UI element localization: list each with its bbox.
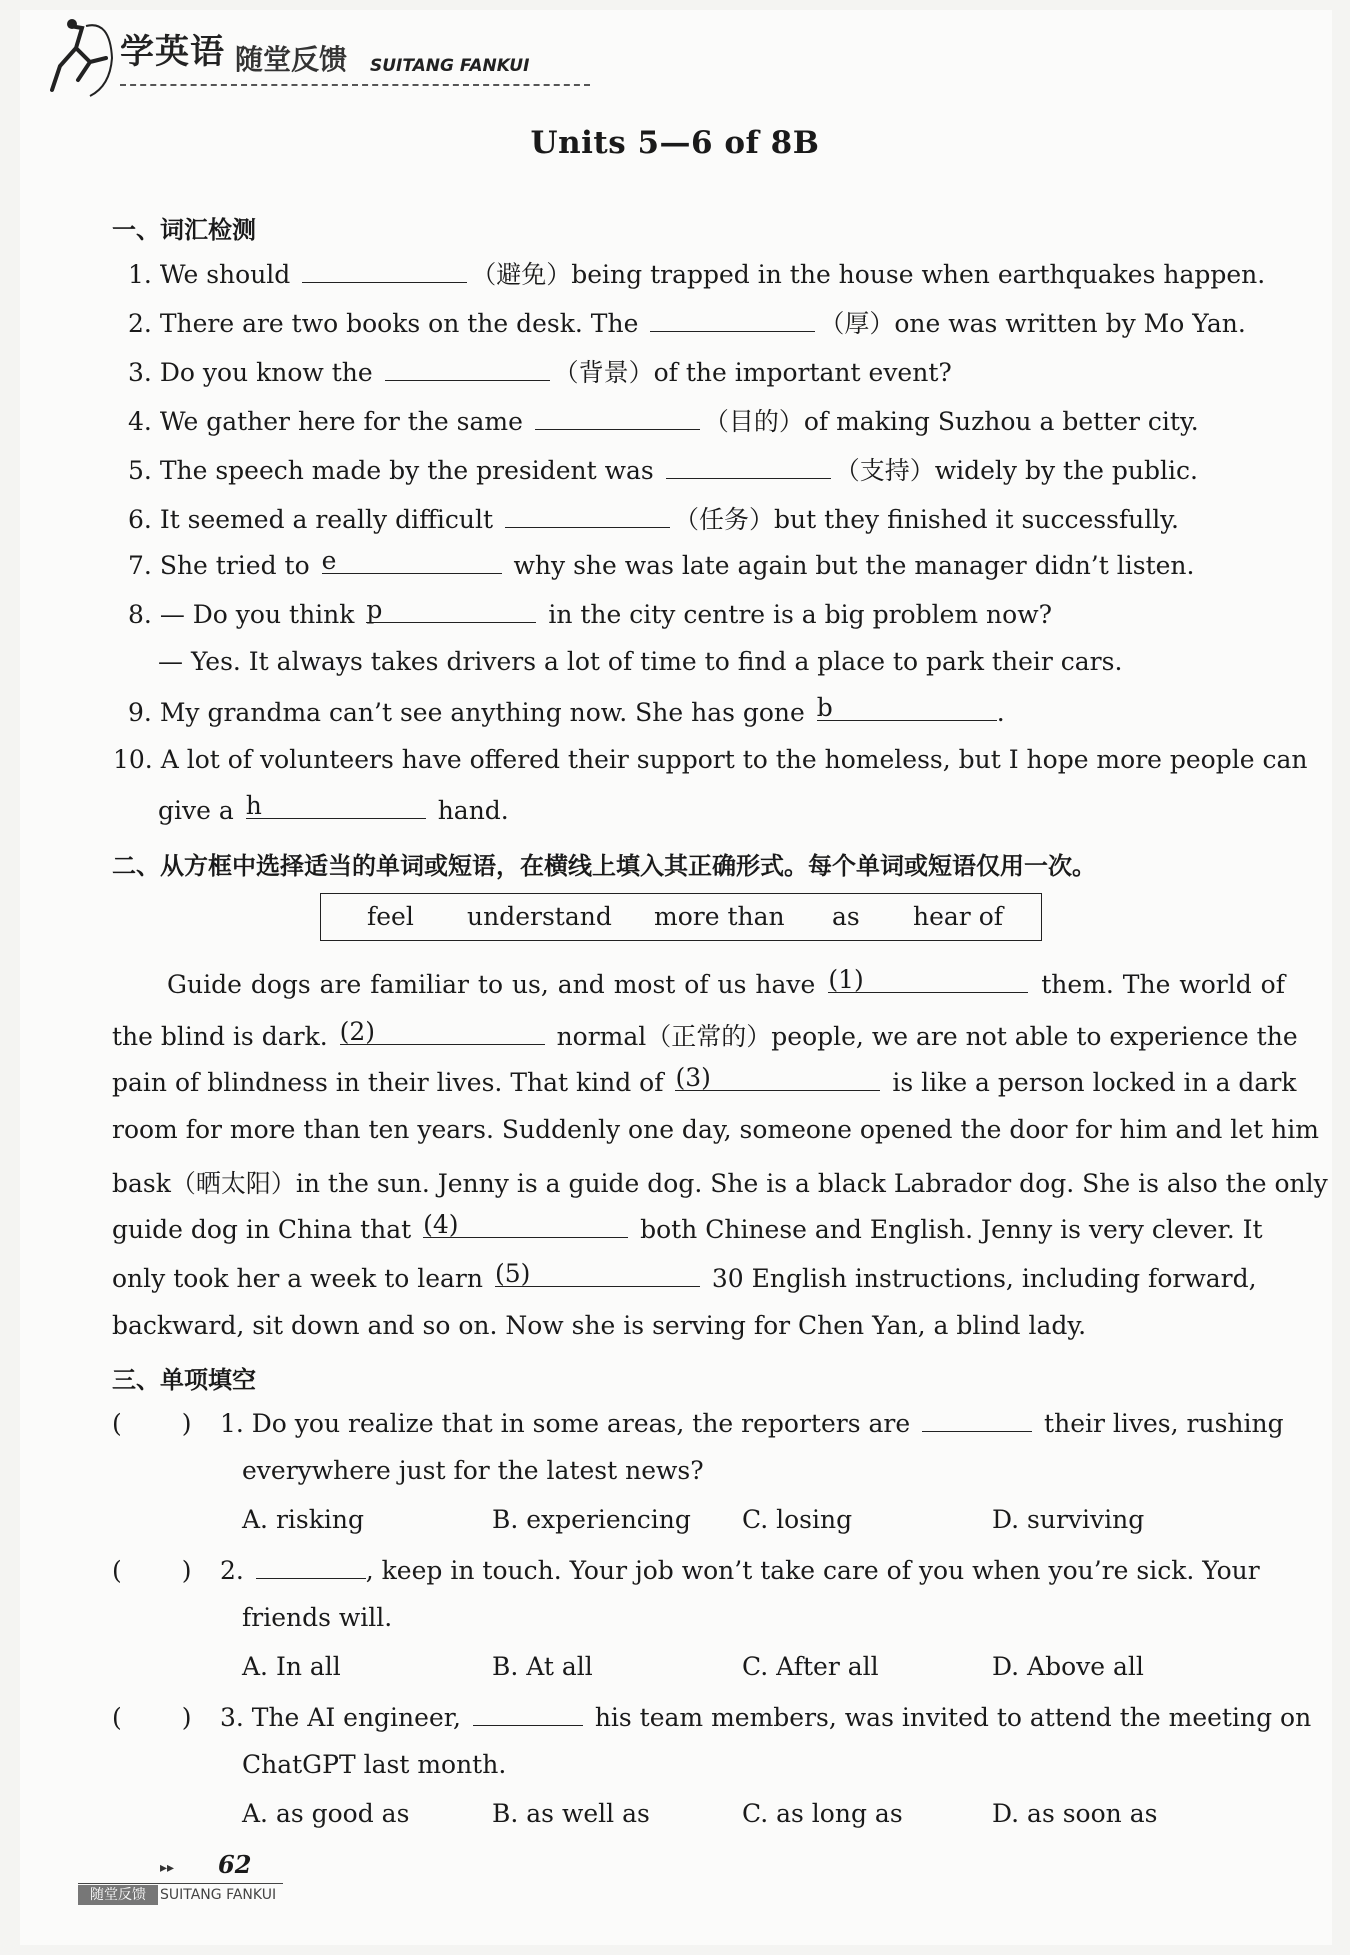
bracket-close: ) bbox=[181, 1556, 192, 1585]
vocab-item-8-reply bbox=[158, 647, 1122, 676]
header-divider bbox=[120, 84, 590, 86]
answer-blank[interactable] bbox=[505, 503, 670, 528]
section1-heading: 一、词汇检测 bbox=[112, 216, 256, 244]
option-c[interactable]: C. After all bbox=[742, 1652, 879, 1681]
item-text-after: （背景）of the important event? bbox=[553, 358, 952, 387]
word-option: hear of bbox=[913, 902, 1004, 931]
option-a[interactable]: A. as good as bbox=[242, 1799, 410, 1828]
item-text-before: A lot of volunteers have offered their support to the homeless, but I hope more people can bbox=[160, 745, 1308, 774]
passage-text: normal（正常的）people, we are not able to experience the bbox=[556, 1022, 1298, 1051]
item-number: 5. bbox=[128, 456, 152, 485]
question-number: 3. bbox=[219, 1703, 244, 1732]
passage-text: the blind is dark. bbox=[112, 1022, 328, 1051]
question-text: ChatGPT last month. bbox=[242, 1750, 507, 1779]
question-text: everywhere just for the latest news? bbox=[242, 1456, 704, 1485]
word-option: as bbox=[832, 902, 860, 931]
question-text: Do you realize that in some areas, the reporters are bbox=[251, 1409, 911, 1438]
item-number: 2. bbox=[128, 309, 152, 338]
item-text-after: （支持）widely by the public. bbox=[834, 456, 1198, 485]
passage-text: backward, sit down and so on. Now she is serving for Chen Yan, a blind lady. bbox=[112, 1311, 1087, 1340]
blank-initial-letter: h bbox=[245, 791, 262, 820]
question-blank[interactable] bbox=[922, 1407, 1032, 1432]
vocab-item-8 bbox=[128, 595, 1052, 629]
mc-question-3 bbox=[112, 1701, 1311, 1732]
item-text-after: （厚）one was written by Mo Yan. bbox=[819, 309, 1246, 338]
option-c[interactable]: C. losing bbox=[742, 1505, 853, 1534]
passage-line-1 bbox=[167, 965, 1285, 999]
answer-blank[interactable] bbox=[321, 546, 502, 575]
footer-label-cn: 随堂反馈 bbox=[78, 1885, 158, 1905]
page-number: 62 bbox=[218, 1850, 252, 1879]
passage-text: room for more than ten years. Suddenly one day, someone opened the door for him and let him bbox=[112, 1115, 1319, 1144]
answer-blank[interactable] bbox=[816, 693, 997, 722]
passage-line-2 bbox=[112, 1017, 1298, 1053]
item-text-after: why she was late again but the manager didn’t listen. bbox=[513, 551, 1195, 580]
item-number: 7. bbox=[128, 551, 152, 580]
word-box bbox=[320, 893, 1042, 941]
passage-blank-5[interactable] bbox=[494, 1259, 700, 1288]
option-b[interactable]: B. At all bbox=[492, 1652, 593, 1681]
footer-label-en: SUITANG FANKUI bbox=[160, 1887, 277, 1903]
item-text-after: . bbox=[996, 698, 1005, 727]
vocab-item-7 bbox=[128, 546, 1195, 580]
blank-number: (4) bbox=[423, 1210, 459, 1239]
bracket-open: ( bbox=[112, 1703, 122, 1732]
passage-text: both Chinese and English. Jenny is very clever. It bbox=[640, 1215, 1263, 1244]
passage-line-8 bbox=[112, 1311, 1086, 1340]
mc-question-1-cont bbox=[242, 1456, 704, 1485]
item-text-before: There are two books on the desk. The bbox=[159, 309, 639, 338]
item-text-after: （避免）being trapped in the house when earthquakes happen. bbox=[471, 260, 1266, 289]
blank-number: (2) bbox=[339, 1017, 376, 1046]
answer-blank[interactable] bbox=[385, 356, 550, 381]
section2-heading: 二、从方框中选择适当的单词或短语，在横线上填入其正确形式。每个单词或短语仅用一次。 bbox=[112, 852, 1096, 880]
item-text-before: It seemed a really difficult bbox=[159, 505, 494, 534]
question-blank[interactable] bbox=[256, 1554, 366, 1579]
answer-blank[interactable] bbox=[666, 454, 831, 479]
word-option: understand bbox=[467, 902, 612, 931]
question-blank[interactable] bbox=[473, 1701, 583, 1726]
passage-text: guide dog in China that bbox=[112, 1215, 412, 1244]
answer-bracket[interactable] bbox=[112, 1409, 212, 1438]
word-option: more than bbox=[654, 902, 785, 931]
bracket-close: ) bbox=[181, 1409, 192, 1438]
passage-text: bask（晒太阳）in the sun. Jenny is a guide dog. She is a black Labrador dog. She is also the only bbox=[112, 1169, 1328, 1198]
bracket-open: ( bbox=[112, 1409, 122, 1438]
blank-initial-letter: p bbox=[366, 595, 383, 624]
blank-initial-letter: b bbox=[816, 693, 833, 722]
logo-main-text: 学英语 bbox=[120, 32, 225, 72]
vocab-item-10 bbox=[113, 745, 1307, 774]
item-text-before: We should bbox=[159, 260, 291, 289]
question-text: The AI engineer, bbox=[251, 1703, 461, 1732]
logo-sub-text: 随堂反馈 bbox=[235, 43, 348, 76]
passage-text: them. The world of bbox=[1041, 970, 1285, 999]
skater-icon bbox=[50, 18, 120, 98]
item-text-before: She tried to bbox=[159, 551, 310, 580]
page-title: Units 5—6 of 8B bbox=[530, 125, 820, 161]
mc-question-3-cont bbox=[242, 1750, 506, 1779]
passage-blank-2[interactable] bbox=[339, 1017, 545, 1046]
passage-line-4 bbox=[112, 1115, 1319, 1144]
option-c[interactable]: C. as long as bbox=[742, 1799, 903, 1828]
double-arrow-icon: ▸▸ bbox=[160, 1860, 175, 1876]
item-text-before: Do you know the bbox=[159, 358, 373, 387]
passage-line-7 bbox=[112, 1259, 1257, 1293]
item-number: 4. bbox=[128, 407, 152, 436]
item-number: 9. bbox=[128, 698, 152, 727]
item-text-after: （任务）but they finished it successfully. bbox=[673, 505, 1179, 534]
blank-number: (3) bbox=[675, 1063, 711, 1092]
passage-line-5 bbox=[112, 1164, 1328, 1200]
mc-question-2 bbox=[112, 1554, 1260, 1585]
vocab-item-6 bbox=[128, 500, 1179, 536]
passage-line-6 bbox=[112, 1210, 1263, 1244]
blank-number: (5) bbox=[494, 1259, 531, 1288]
logo-en-text: SUITANG FANKUI bbox=[370, 56, 530, 76]
blank-number: (1) bbox=[828, 965, 864, 994]
item-number: 6. bbox=[128, 505, 152, 534]
passage-text: Guide dogs are familiar to us, and most of us have bbox=[167, 970, 816, 999]
passage-blank-3[interactable] bbox=[675, 1063, 880, 1092]
item-text-before: My grandma can’t see anything now. She has gone bbox=[159, 698, 805, 727]
item-text-before: We gather here for the same bbox=[159, 407, 523, 436]
answer-bracket[interactable] bbox=[112, 1556, 212, 1585]
item-text-before: — Yes. It always takes drivers a lot of time to find a place to park their cars. bbox=[158, 647, 1123, 676]
word-option: feel bbox=[367, 902, 414, 931]
option-a[interactable]: A. In all bbox=[242, 1652, 341, 1681]
passage-text: only took her a week to learn bbox=[112, 1264, 483, 1293]
answer-blank[interactable] bbox=[302, 258, 467, 283]
passage-text: 30 English instructions, including forward, bbox=[711, 1264, 1257, 1293]
vocab-item-5 bbox=[128, 451, 1198, 487]
option-a[interactable]: A. risking bbox=[242, 1505, 364, 1534]
answer-blank[interactable] bbox=[245, 791, 426, 820]
passage-blank-1[interactable] bbox=[828, 965, 1028, 994]
vocab-item-1 bbox=[128, 255, 1265, 291]
section3-heading: 三、单项填空 bbox=[112, 1366, 256, 1394]
item-text-after: hand. bbox=[437, 796, 509, 825]
blank-initial-letter: e bbox=[321, 546, 337, 575]
item-text-before: The speech made by the president was bbox=[159, 456, 654, 485]
item-text-before: give a bbox=[158, 796, 234, 825]
vocab-item-3 bbox=[128, 353, 952, 389]
vocab-item-9 bbox=[128, 693, 1005, 727]
item-number: 1. bbox=[128, 260, 152, 289]
mc-question-2-cont bbox=[242, 1603, 392, 1632]
passage-line-3 bbox=[112, 1063, 1297, 1097]
answer-blank[interactable] bbox=[535, 405, 700, 430]
passage-text: is like a person locked in a dark bbox=[892, 1068, 1297, 1097]
option-b[interactable]: B. as well as bbox=[492, 1799, 650, 1828]
option-d[interactable]: D. Above all bbox=[992, 1652, 1144, 1681]
item-number: 10. bbox=[113, 745, 153, 774]
item-text-before: — Do you think bbox=[159, 600, 355, 629]
item-number: 3. bbox=[128, 358, 152, 387]
item-text-after: in the city centre is a big problem now? bbox=[548, 600, 1052, 629]
question-text: friends will. bbox=[242, 1603, 393, 1632]
footer-divider bbox=[78, 1883, 283, 1884]
answer-bracket[interactable] bbox=[112, 1703, 212, 1732]
question-text: his team members, was invited to attend the meeting on bbox=[594, 1703, 1312, 1732]
bracket-open: ( bbox=[112, 1556, 122, 1585]
answer-blank[interactable] bbox=[650, 307, 815, 332]
item-number: 8. bbox=[128, 600, 152, 629]
vocab-item-2 bbox=[128, 304, 1246, 340]
passage-text: pain of blindness in their lives. That kind of bbox=[112, 1068, 664, 1097]
item-text-after: （目的）of making Suzhou a better city. bbox=[703, 407, 1199, 436]
option-b[interactable]: B. experiencing bbox=[492, 1505, 691, 1534]
header-logo bbox=[50, 18, 570, 98]
answer-blank[interactable] bbox=[366, 595, 536, 624]
passage-blank-4[interactable] bbox=[423, 1210, 628, 1239]
vocab-item-10-cont bbox=[158, 791, 509, 825]
mc-question-1 bbox=[112, 1407, 1284, 1438]
question-number: 2. bbox=[219, 1556, 244, 1585]
question-number: 1. bbox=[219, 1409, 244, 1438]
vocab-item-4 bbox=[128, 402, 1199, 438]
bracket-close: ) bbox=[181, 1703, 192, 1732]
option-d[interactable]: D. as soon as bbox=[992, 1799, 1158, 1828]
question-text: , keep in touch. Your job won’t take care of you when you’re sick. Your bbox=[365, 1556, 1260, 1585]
question-text: their lives, rushing bbox=[1044, 1409, 1284, 1438]
option-d[interactable]: D. surviving bbox=[992, 1505, 1145, 1534]
